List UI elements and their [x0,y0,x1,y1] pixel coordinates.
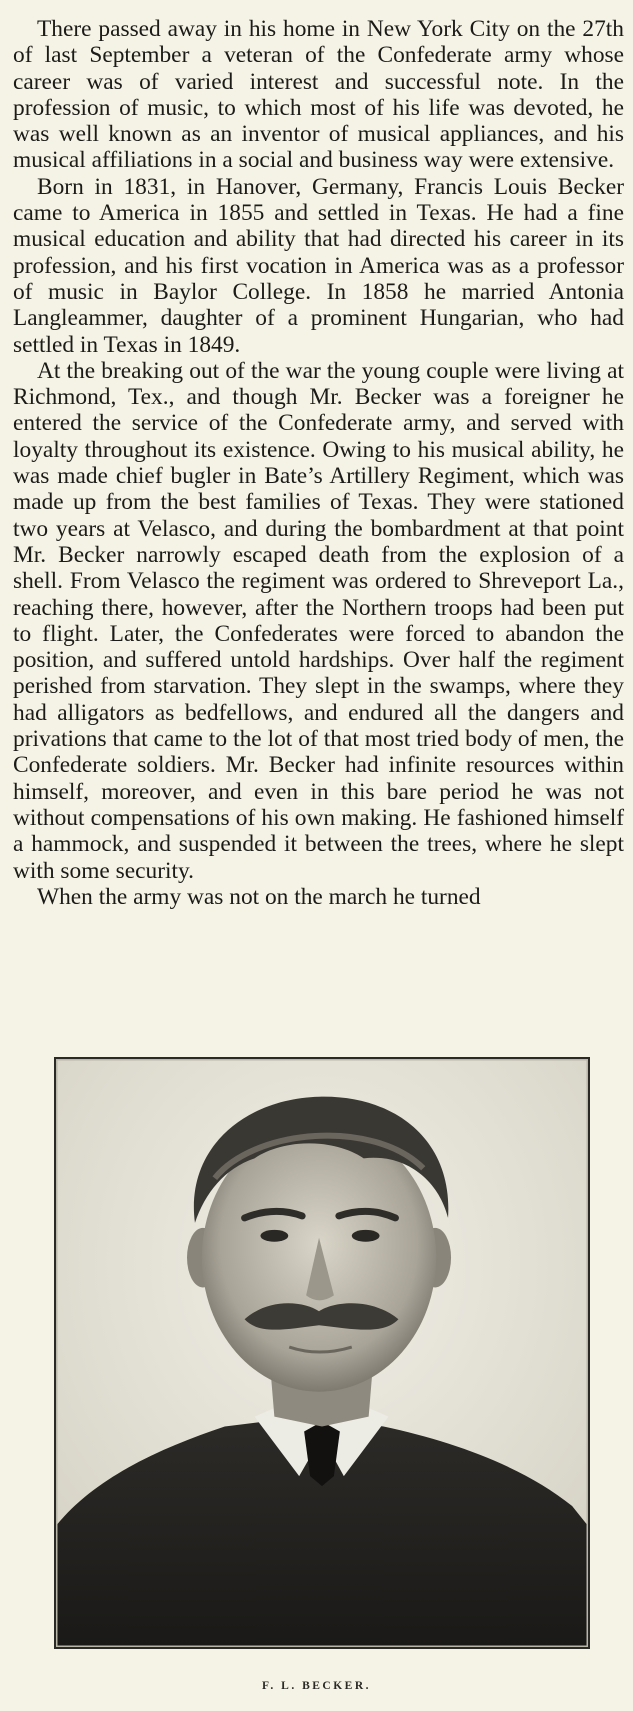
photo-caption: F. L. BECKER. [261,1680,372,1692]
paragraph-early-life: Born in 1831, in Hanover, Germany, Francis Louis Becker came to America in 1855 and settled in Texas. He had a fine musical education and ability that had directed his career in its profession, and his first vocation in America was as a professor of music in Baylor College. In 1858 he married Antonia Langleammer, daughter of a prominent Hungarian, who had settled in Texas in 1849. [13,173,624,358]
paragraph-war-service: At the breaking out of the war the young couple were living at Richmond, Tex., and though Mr. Becker was a foreigner he entered the service of the Confederate army, and served with loyalty throughout its existence. Owing to his musical ability, he was made chief bugler in Bate’s Artillery Regiment, which was made up from the best families of Texas. They were stationed two years at Velasco, and during the bombardment at that point Mr. Becker narrowly escaped death from the explosion of a shell. From Velasco the regiment was ordered to Shreveport La., reaching there, however, after the Northern troops had been put to flight. Later, the Confederates were forced to abandon the position, and suffered untold hardships. Over half the regiment perished from starvation. They slept in the swamps, where they had alligators as bedfellows, and endured all the dangers and privations that came to the lot of that most tried body of men, the Confederate soldiers. Mr. Becker had infinite resources within himself, moreover, and even in this bare period he was not without compensations of his own making. He fashioned himself a hammock, and suspended it between the trees, where he slept with some security. [13,357,624,884]
article-body [13,16,624,910]
portrait-photo [54,1057,590,1649]
portrait-image [56,1059,588,1647]
paragraph-continued: When the army was not on the march he turned [37,883,481,910]
paragraph-obituary-intro: There passed away in his home in New York City on the 27th of last September a veteran of the Confederate army whose career was of varied interest and successful note. In the profession of music, to which most of his life was devoted, he was well known as an inventor of musical appliances, and his musical affiliations in a social and business way were extensive. [13,16,624,174]
